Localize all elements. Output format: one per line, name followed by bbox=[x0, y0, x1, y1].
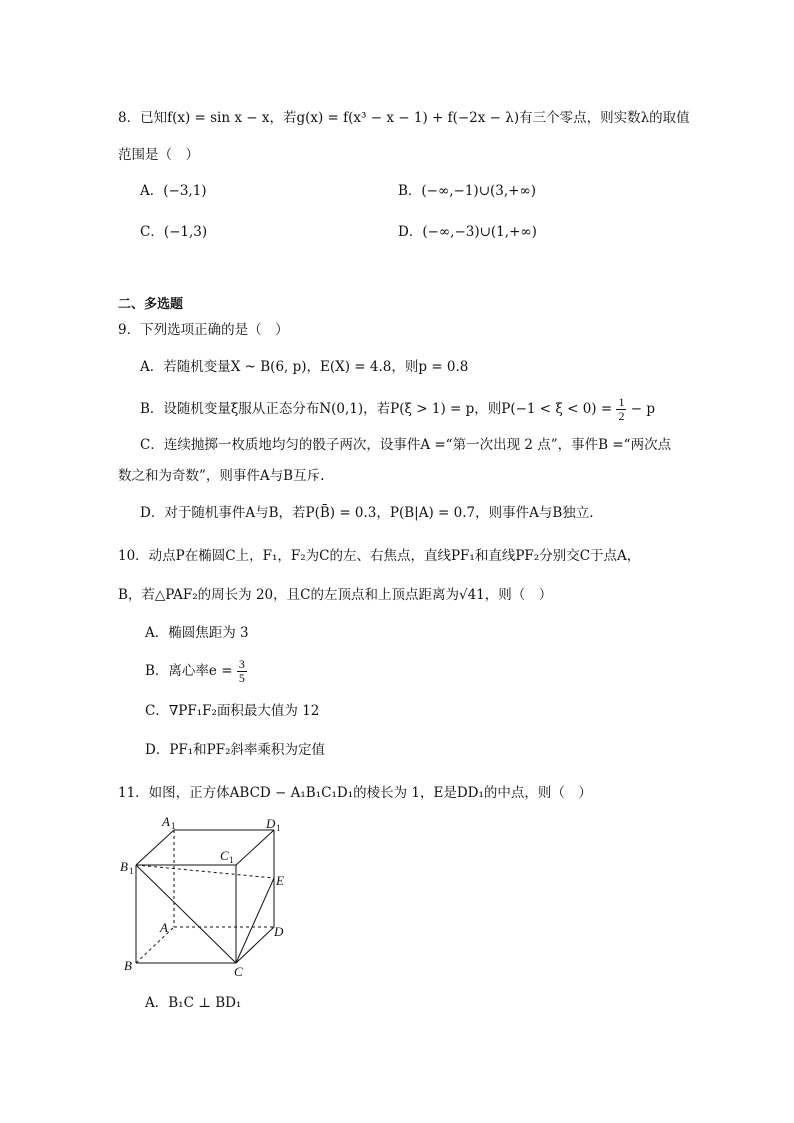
fraction-denominator: 5 bbox=[238, 671, 245, 685]
q9-option-d: D．对于随机事件A与B，若P(B̄) = 0.3，P(B|A) = 0.7，则事件A与B独立. bbox=[140, 505, 594, 521]
segment-c-e bbox=[236, 878, 274, 963]
label-c: C bbox=[234, 964, 243, 979]
label-b: B bbox=[124, 958, 132, 973]
label-d1: D bbox=[266, 816, 276, 831]
q9-stem: 9．下列选项正确的是（ ） bbox=[118, 322, 289, 338]
label-d: D bbox=[274, 924, 284, 939]
q10-option-c: C．∇PF₁F₂面积最大值为 12 bbox=[145, 703, 320, 719]
q11-stem: 11．如图，正方体ABCD − A₁B₁C₁D₁的棱长为 1，E是DD₁的中点，则（ ） bbox=[118, 785, 592, 801]
q8-option-a: A．(−3,1) bbox=[140, 183, 207, 199]
q10-stem-line1: 10．动点P在椭圆C上，F₁，F₂为C的左、右焦点，直线PF₁和直线PF₂分别交C于点A， bbox=[118, 548, 641, 564]
fraction-numerator: 1 bbox=[618, 395, 625, 409]
q8-stem-line2: 范围是（ ） bbox=[118, 147, 199, 163]
label-d1-subscript: 1 bbox=[276, 823, 281, 833]
q10-option-b bbox=[145, 658, 247, 685]
segment-b1-e-hidden bbox=[136, 865, 274, 878]
q8-stem-line1: 8．已知f(x) = sin x − x，若g(x) = f(x³ − x − 1) + f(−2x − λ)有三个零点，则实数λ的取值 bbox=[118, 110, 690, 126]
label-a1: A bbox=[162, 814, 170, 829]
label-c1-subscript: 1 bbox=[229, 855, 234, 865]
q9-option-a: A．若随机变量X ~ B(6, p)，E(X) = 4.8，则p = 0.8 bbox=[140, 359, 469, 375]
q9-option-b bbox=[140, 396, 655, 423]
q10-option-b-text: B．离心率e = bbox=[145, 663, 237, 679]
q9-option-c-line2: 数之和为奇数”，则事件A与B互斥. bbox=[118, 468, 325, 484]
label-a: A bbox=[160, 920, 168, 935]
q9-option-b-fraction bbox=[616, 396, 626, 423]
edge-b-a-hidden bbox=[136, 927, 174, 963]
label-b1: B bbox=[120, 859, 128, 874]
label-c1: C bbox=[220, 848, 229, 863]
q10-option-a: A．椭圆焦距为 3 bbox=[145, 625, 249, 641]
edge-c1-d1 bbox=[236, 830, 274, 865]
q8-option-c: C．(−1,3) bbox=[140, 224, 208, 240]
q9-option-c-line1: C．连续抛掷一枚质地均匀的骰子两次，设事件A =“第一次出现 2 点”，事件B =“两次点 bbox=[140, 437, 672, 453]
q10-option-d: D．PF₁和PF₂斜率乘积为定值 bbox=[145, 742, 326, 758]
q8-option-d: D．(−∞,−3)∪(1,+∞) bbox=[398, 224, 537, 240]
label-b1-subscript: 1 bbox=[129, 866, 134, 876]
label-a1-subscript: 1 bbox=[171, 821, 176, 831]
q10-stem-line2: B，若△PAF₂的周长为 20，且C的左顶点和上顶点距离为√41，则（ ） bbox=[118, 587, 553, 603]
edge-c-d bbox=[236, 927, 274, 963]
fraction-numerator: 3 bbox=[238, 657, 245, 671]
section-heading-multi-choice: 二、多选题 bbox=[118, 297, 184, 312]
fraction-denominator: 2 bbox=[618, 409, 625, 423]
q9-option-b-tail: − p bbox=[626, 401, 656, 417]
q8-option-b: B．(−∞,−1)∪(3,+∞) bbox=[398, 183, 536, 199]
cube-figure bbox=[110, 810, 310, 985]
q9-option-b-text: B．设随机变量ξ服从正态分布N(0,1)，若P(ξ > 1) = p，则P(−1 < ξ < 0) = bbox=[140, 401, 617, 417]
q10-option-b-fraction bbox=[237, 658, 247, 685]
q11-option-a: A．B₁C ⊥ BD₁ bbox=[145, 995, 242, 1011]
label-e: E bbox=[276, 873, 284, 888]
edge-b1-a1 bbox=[136, 830, 174, 865]
